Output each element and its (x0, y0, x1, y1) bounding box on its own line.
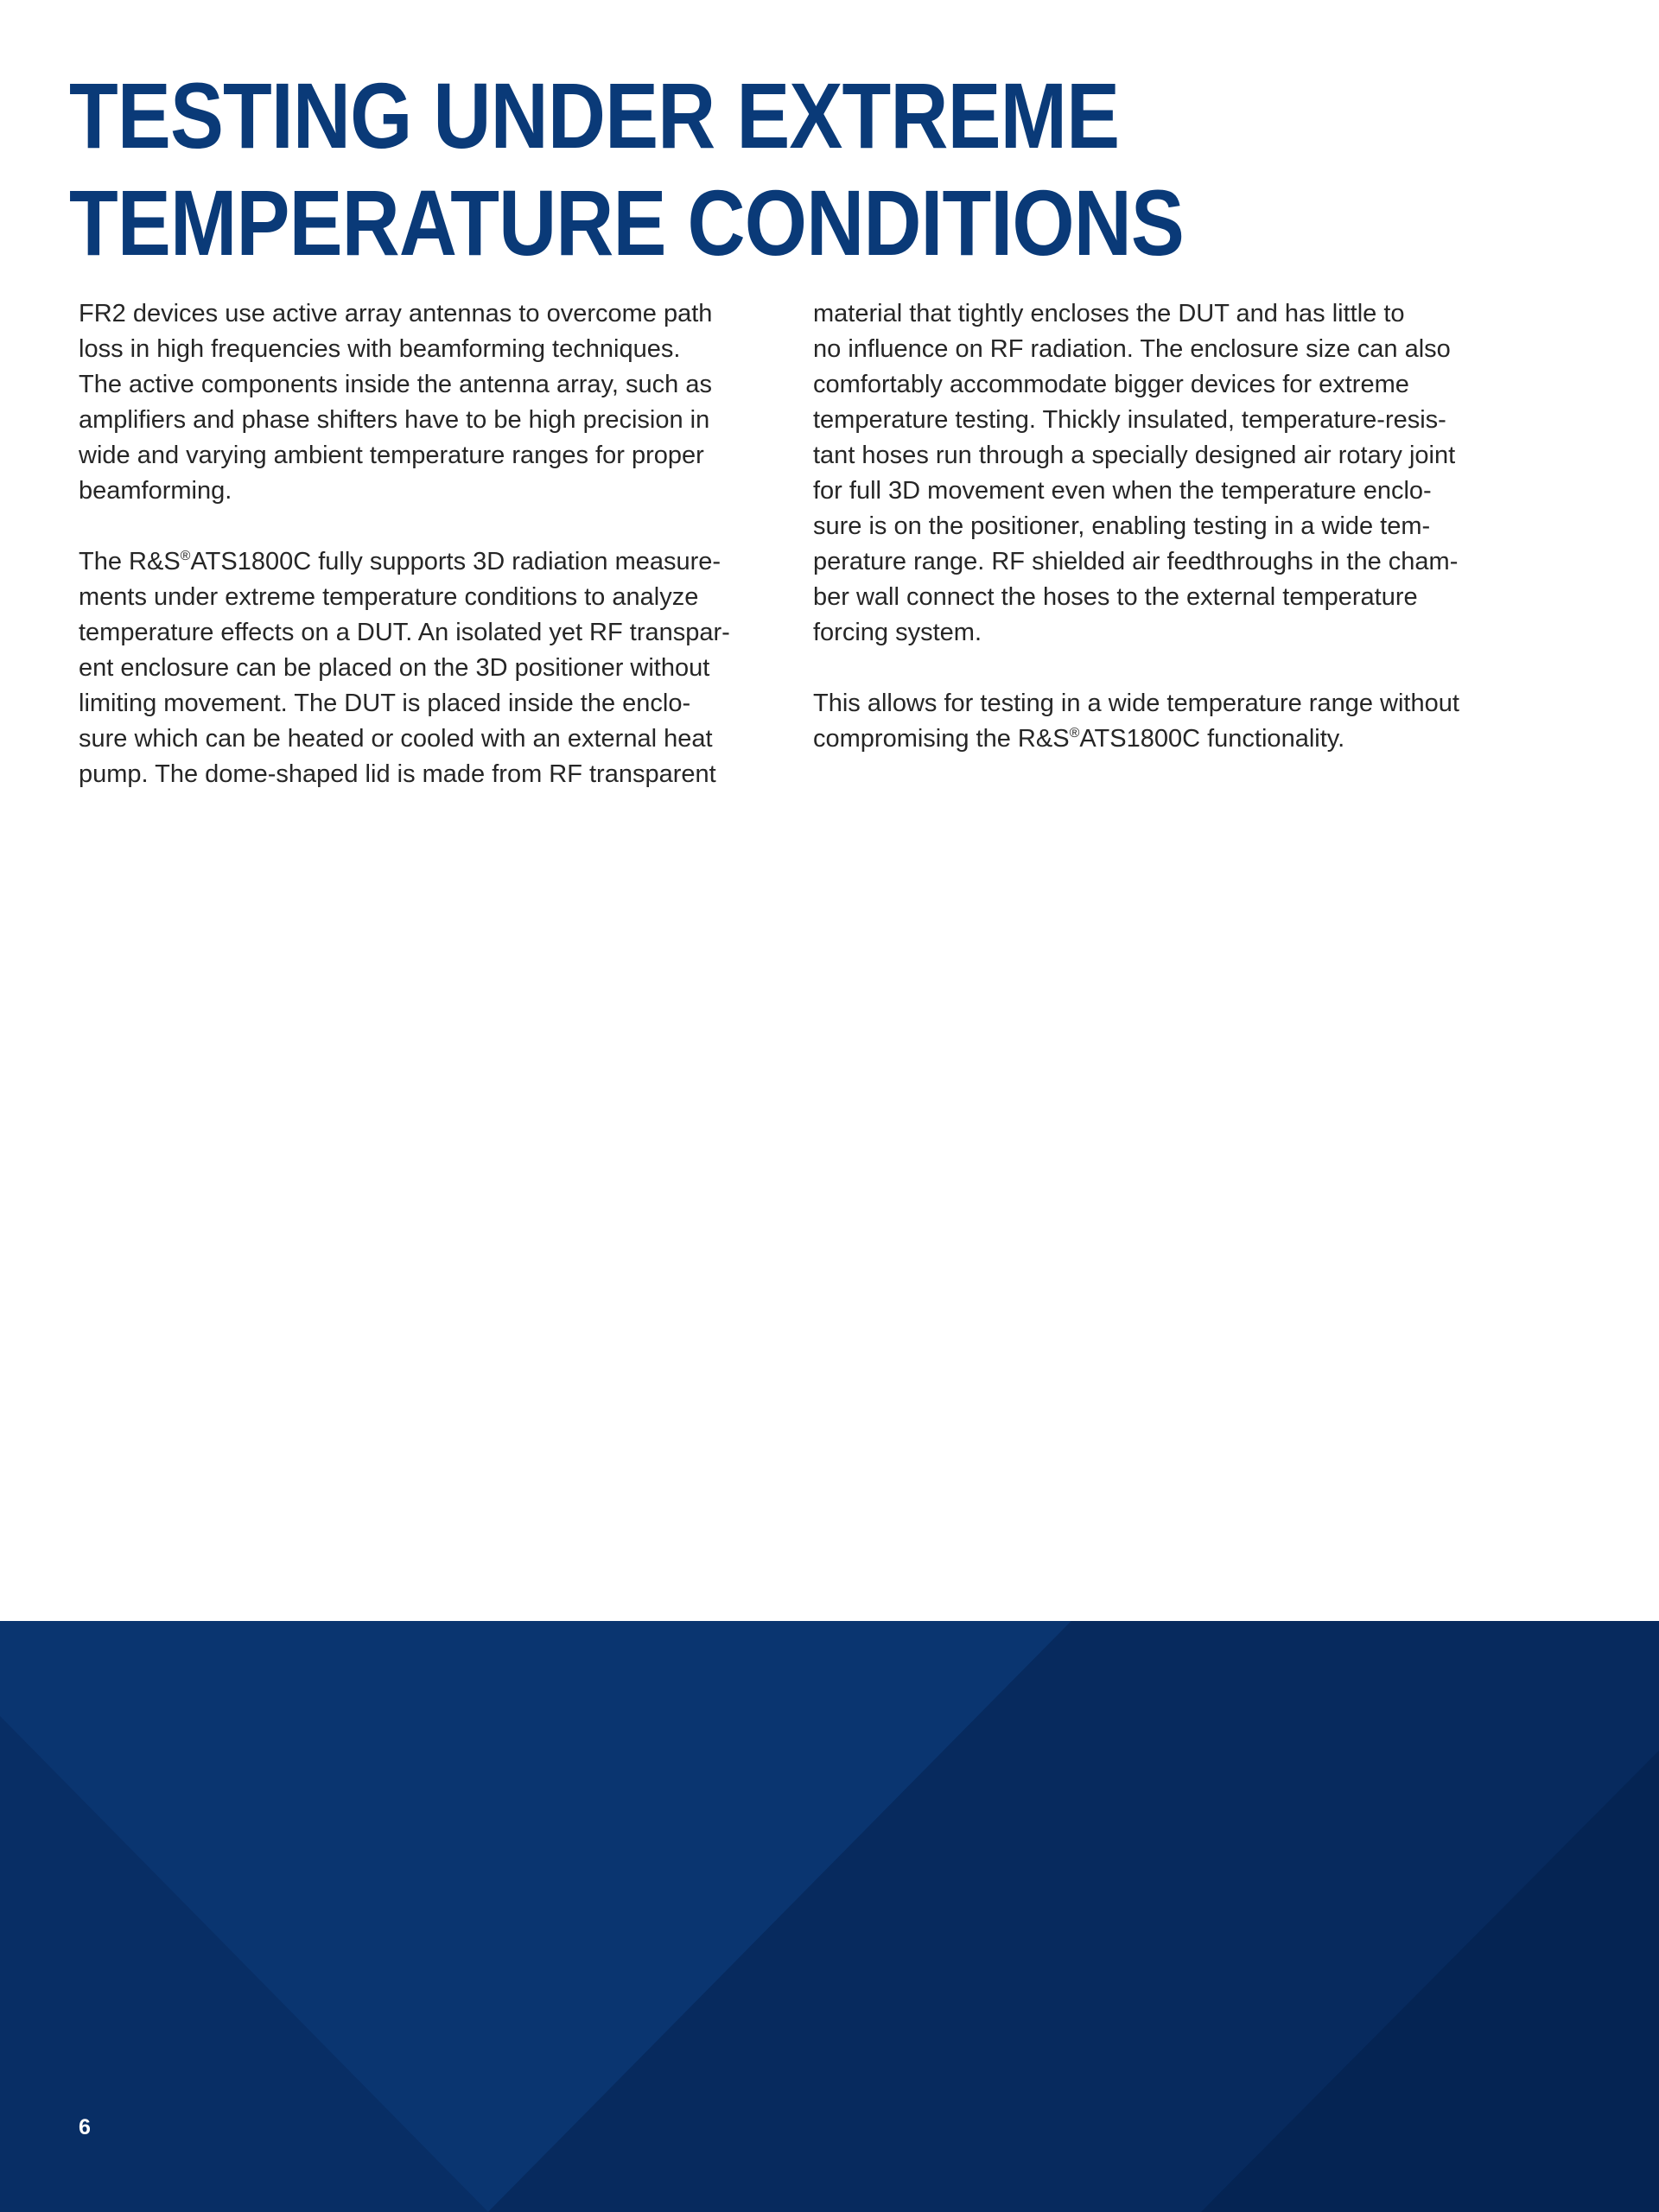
text-fragment: ATS1800C fully supports 3D radiation measure- (190, 548, 721, 575)
text-line: perature range. RF shielded air feedthroughs in the cham- (813, 548, 1459, 575)
page-number: 6 (79, 2115, 91, 2139)
right-text-column (813, 296, 1504, 757)
text-line: tant hoses run through a specially designed air rotary joint (813, 442, 1456, 469)
text-line: amplifiers and phase shifters have to be high precision in (79, 406, 710, 434)
left-paragraph-2 (79, 544, 770, 792)
paragraph-spacer (813, 651, 1504, 686)
text-line: pump. The dome-shaped lid is made from RF transparent (79, 760, 716, 788)
text-line: for full 3D movement even when the temperature enclo- (813, 477, 1432, 505)
text-line: temperature effects on a DUT. An isolated yet RF transpar- (79, 619, 730, 646)
registered-mark: ® (180, 549, 191, 563)
text-line: ber wall connect the hoses to the external temperature (813, 583, 1418, 611)
text-line: no influence on RF radiation. The enclosure size can also (813, 335, 1451, 363)
text-line: comfortably accommodate bigger devices for extreme (813, 371, 1409, 398)
registered-mark: ® (1069, 726, 1080, 741)
right-paragraph-2 (813, 686, 1504, 757)
text-line: temperature testing. Thickly insulated, temperature-resis- (813, 406, 1446, 434)
left-text-column (79, 296, 770, 792)
text-line: sure is on the positioner, enabling testing in a wide tem- (813, 512, 1431, 540)
text-line: material that tightly encloses the DUT and has little to (813, 300, 1405, 327)
footer-background-graphic (0, 1621, 1659, 2212)
text-fragment: compromising the R&S (813, 725, 1070, 753)
text-line: limiting movement. The DUT is placed inside the enclo- (79, 690, 691, 717)
text-line (79, 544, 770, 580)
text-fragment: ATS1800C functionality. (1079, 725, 1345, 753)
footer-band (0, 1621, 1659, 2212)
text-line (813, 721, 1504, 757)
page-title (69, 62, 1332, 276)
text-line: This allows for testing in a wide temperature range without (813, 690, 1459, 717)
text-line: sure which can be heated or cooled with an external heat (79, 725, 713, 753)
text-line: loss in high frequencies with beamforming techniques. (79, 335, 681, 363)
text-line: wide and varying ambient temperature ranges for proper (79, 442, 704, 469)
right-paragraph-1 (813, 296, 1504, 651)
text-line: The active components inside the antenna array, such as (79, 371, 712, 398)
paragraph-spacer (79, 509, 770, 544)
text-fragment: The R&S (79, 548, 181, 575)
text-line: ments under extreme temperature conditions to analyze (79, 583, 699, 611)
text-line: beamforming. (79, 477, 232, 505)
text-line: FR2 devices use active array antennas to overcome path (79, 300, 713, 327)
text-line: forcing system. (813, 619, 982, 646)
page-title-line-2: TEMPERATURE CONDITIONS (69, 170, 1185, 275)
text-line: ent enclosure can be placed on the 3D positioner without (79, 654, 710, 682)
page-title-line-1: TESTING UNDER EXTREME (69, 63, 1120, 168)
left-paragraph-1 (79, 296, 770, 509)
